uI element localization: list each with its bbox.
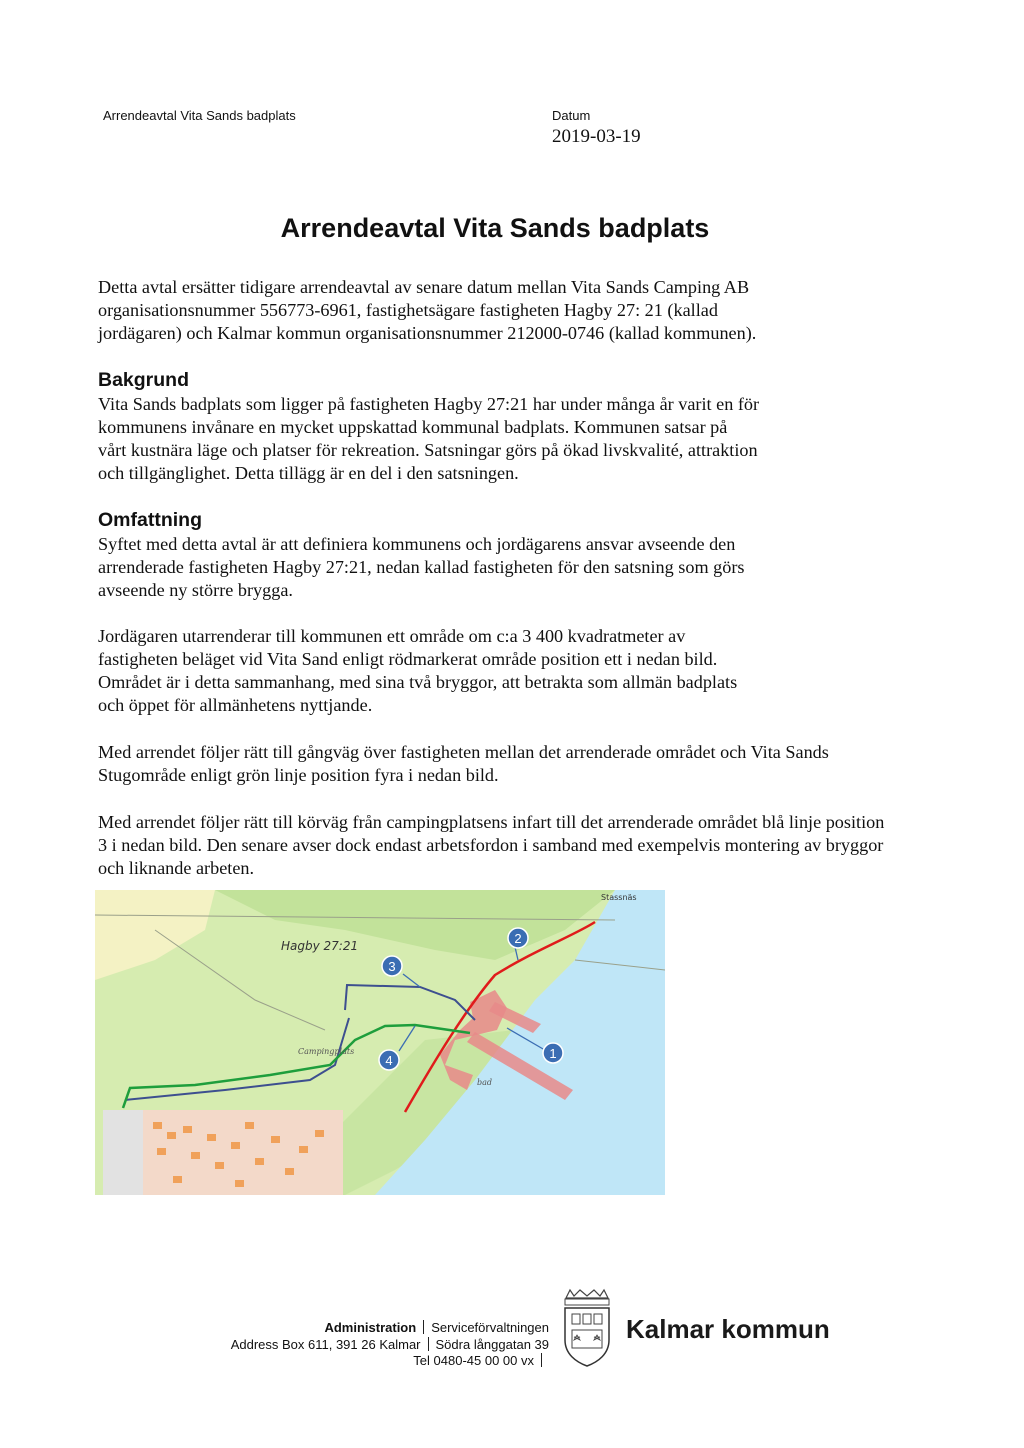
map-label-property: Hagby 27:21 (281, 939, 359, 953)
footer-administration: Serviceförvaltningen (431, 1320, 549, 1335)
footer-postal-address: Address Box 611, 391 26 Kalmar (230, 1336, 421, 1352)
omfattning-line: Jordägaren utarrenderar till kommunen ett område om c:a 3 400 kvadratmeter av (98, 626, 686, 646)
bakgrund-line: Vita Sands badplats som ligger på fastigheten Hagby 27:21 har under många år varit en för (98, 394, 760, 414)
omfattning-paragraph-2 (98, 625, 737, 717)
footer-department: Administration (324, 1320, 417, 1335)
bakgrund-line: och tillgänglighet. Detta tillägg är en del i den satsningen. (98, 463, 519, 483)
footer-phone: Tel 0480-45 00 00 vx (413, 1353, 534, 1368)
intro-line: Detta avtal ersätter tidigare arrendeavtal av senare datum mellan Vita Sands Camping AB (98, 277, 750, 297)
heading-omfattning: Omfattning (98, 509, 202, 531)
omfattning-paragraph-4 (98, 811, 884, 880)
bakgrund-line: vårt kustnära läge och platser för rekreation. Satsningar görs på ökad livskvalité, attraktion (98, 440, 758, 460)
header-document-name: Arrendeavtal Vita Sands badplats (103, 108, 296, 123)
svg-text:4: 4 (385, 1053, 393, 1068)
svg-text:3: 3 (388, 959, 396, 974)
map-marker-4 (379, 1050, 399, 1070)
site-map (95, 890, 665, 1195)
map-marker-1 (543, 1043, 563, 1063)
map-parking (103, 1110, 143, 1195)
omfattning-line: avseende ny större brygga. (98, 580, 293, 600)
header-date-value: 2019-03-19 (552, 126, 641, 147)
map-label-camping: Campingplats (298, 1047, 355, 1056)
omfattning-line: Området är i detta sammanhang, med sina två bryggor, att betrakta som allmän badplats (98, 672, 738, 692)
header-date-label: Datum (552, 108, 591, 123)
footer-street-address: Södra långgatan 39 (435, 1336, 549, 1352)
page-title: Arrendeavtal Vita Sands badplats (280, 213, 710, 243)
footer-separator (541, 1353, 542, 1367)
heading-bakgrund: Bakgrund (98, 369, 190, 391)
omfattning-line: Syftet med detta avtal är att definiera kommunens och jordägarens ansvar avseende den (98, 534, 736, 554)
svg-text:2: 2 (514, 931, 522, 946)
map-label-stassnas: Stassnäs (601, 893, 637, 902)
intro-line: jordägaren) och Kalmar kommun organisationsnummer 212000-0746 (kallad kommunen). (98, 323, 757, 343)
brand-name: Kalmar kommun (626, 1314, 830, 1344)
bakgrund-paragraph (98, 393, 759, 485)
map-label-bad: bad (477, 1078, 493, 1087)
omfattning-line: Stugområde enligt grön linje position fyra i nedan bild. (98, 765, 499, 785)
intro-line: organisationsnummer 556773-6961, fastighetsägare fastigheten Hagby 27: 21 (kallad (98, 300, 718, 320)
kalmar-crest-icon (560, 1288, 614, 1370)
map-marker-2 (508, 928, 528, 948)
omfattning-line: fastigheten beläget vid Vita Sand enligt rödmarkerat område position ett i nedan bild. (98, 649, 718, 669)
omfattning-line: 3 i nedan bild. Den senare avser dock endast arbetsfordon i samband med exempelvis montering av bryggor (98, 835, 884, 855)
svg-text:1: 1 (549, 1046, 557, 1061)
omfattning-line: och öppet för allmänhetens nyttjande. (98, 695, 373, 715)
omfattning-line: Med arrendet följer rätt till körväg från campingplatsens infart till det arrenderade området blå linje position (98, 812, 885, 832)
omfattning-line: och liknande arbeten. (98, 858, 255, 878)
map-marker-3 (382, 956, 402, 976)
footer-address (231, 1320, 549, 1370)
footer-separator (428, 1337, 429, 1351)
intro-paragraph (98, 276, 756, 345)
footer-separator (423, 1320, 424, 1334)
bakgrund-line: kommunens invånare en mycket uppskattad kommunal badplats. Kommunen satsar på (98, 417, 728, 437)
omfattning-paragraph-3 (98, 741, 829, 787)
omfattning-line: arrenderade fastigheten Hagby 27:21, nedan kallad fastigheten för den satsning som görs (98, 557, 745, 577)
omfattning-paragraph-1 (98, 533, 744, 602)
omfattning-line: Med arrendet följer rätt till gångväg över fastigheten mellan det arrenderade området och Vita Sands (98, 742, 829, 762)
